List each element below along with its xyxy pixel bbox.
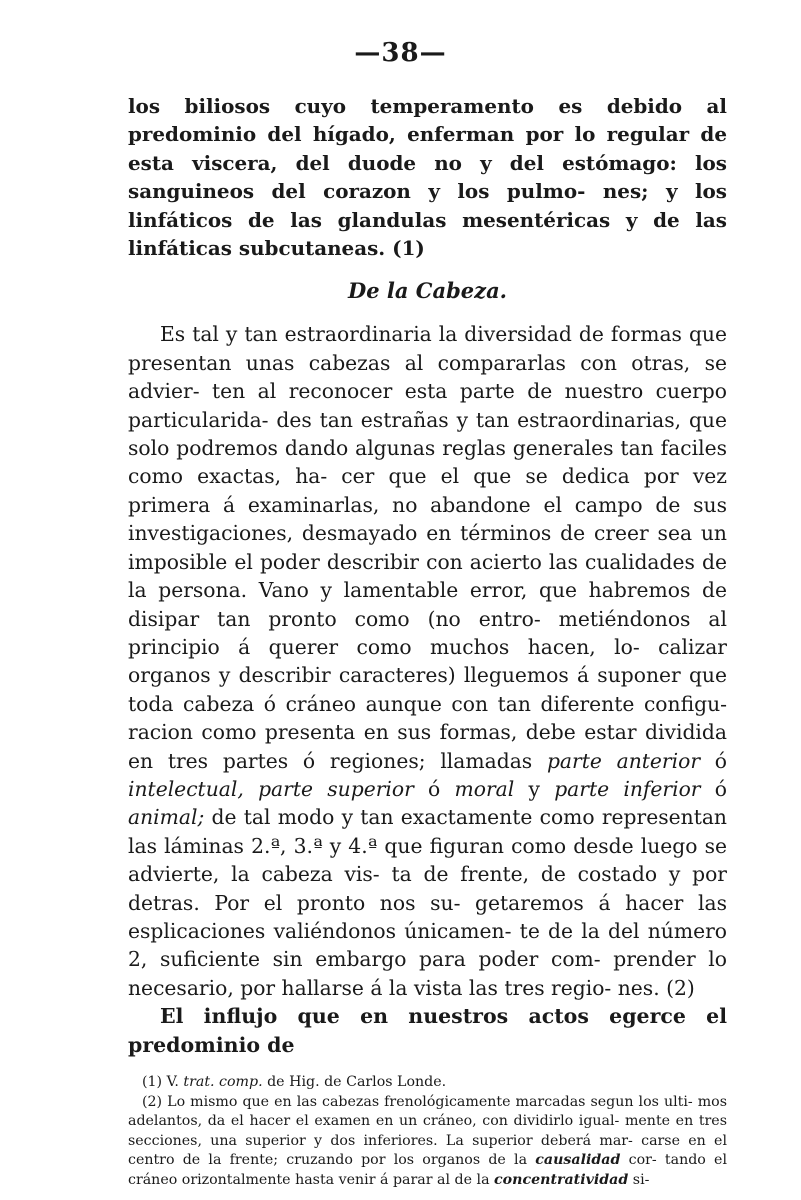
paragraph-continuation: los biliosos cuyo temperamento es debido al predominio del hígado, enferman por lo regular de esta viscera, del duode no y del estómago: los sanguineos del corazon y los pulmo- nes; y los linfáticos de las glandulas mesentéricas y de las linfáticas subcutaneas. (1) <box>128 94 727 261</box>
term-trat-comp: trat. comp. <box>183 1074 263 1090</box>
text-run: si- <box>628 1171 650 1188</box>
paragraph-influence: El influjo que en nuestros actos egerce el predominio de <box>128 1004 727 1057</box>
page-number: —38— <box>354 38 447 68</box>
term-parte-anterior: parte anterior <box>546 748 701 773</box>
text-run: (1) V. <box>142 1074 184 1090</box>
text-run: y <box>514 776 555 801</box>
term-animal: animal; <box>128 805 205 830</box>
term-concentratividad: concentratividad <box>494 1171 629 1188</box>
text-run: ó <box>700 748 727 773</box>
text-run: de Hig. de Carlos Londe. <box>262 1074 447 1090</box>
term-parte-inferior: parte inferior <box>554 776 701 801</box>
term-causalidad: causalidad <box>535 1152 621 1169</box>
footnote-2 <box>128 1093 727 1191</box>
text-run: Es tal y tan estraordinaria la diversidad de formas que presentan unas cabezas al compararlas con otras, se advier- ten al reconocer esta parte de nuestro cuerpo particularida- des tan estrañas y tan estraordinarias, que solo podremos dando algunas reglas generales tan faciles como exactas, ha- cer que el que se dedica por vez primera á examinarlas, no abandone el campo de sus investigaciones, desmayado en términos de creer sea un imposible el poder describir con acierto las cualidades de la persona. Vano y lamentable error, que habremos de disipar tan pronto como (no entro- metiéndonos al principio á querer como muchos hacen, lo- calizar organos y describir caracteres) lleguemos á suponer que toda cabeza ó cráneo aunque con tan diferente configu- racion como presenta en sus formas, debe estar dividida en tres partes ó regiones; llamadas <box>128 322 727 773</box>
text-run: de tal modo y tan exactamente como representan las láminas 2.ª, 3.ª y 4.ª que figuran como desde luego se advierte, la cabeza vis- ta de frente, de costado y por detras. Por el pronto nos su- getaremos á hacer las esplicaciones valiéndonos únicamen- te de la del número 2, suficiente sin embargo para poder com- prender lo necesario, por hallarse á la vista las tres regio- nes. (2) <box>128 805 727 1000</box>
term-moral: moral <box>454 776 515 801</box>
footnotes <box>128 1073 727 1191</box>
text-run: ó <box>700 776 727 801</box>
paragraph-head-regions <box>128 320 727 1002</box>
text-run <box>244 777 258 801</box>
text-run: (2) Lo mismo que en las cabezas frenológicamente marcadas segun los ulti- mos adelantos, da el hacer el examen en un cráneo, con dividirlo igual- mente en tres secciones, una superior y dos inferiores. La superior deberá mar- carse en el centro de la frente; cruzando por los organos de la <box>128 1093 727 1169</box>
footnote-1 <box>128 1073 727 1093</box>
text-run: cor- tando el cráneo orizontalmente hasta venir á parar al de la <box>128 1152 727 1188</box>
section-title: De la Cabeza. <box>348 278 507 304</box>
term-intelectual: intelectual, <box>128 776 244 801</box>
term-parte-superior: parte superior <box>258 776 414 801</box>
text-run: ó <box>413 776 455 801</box>
